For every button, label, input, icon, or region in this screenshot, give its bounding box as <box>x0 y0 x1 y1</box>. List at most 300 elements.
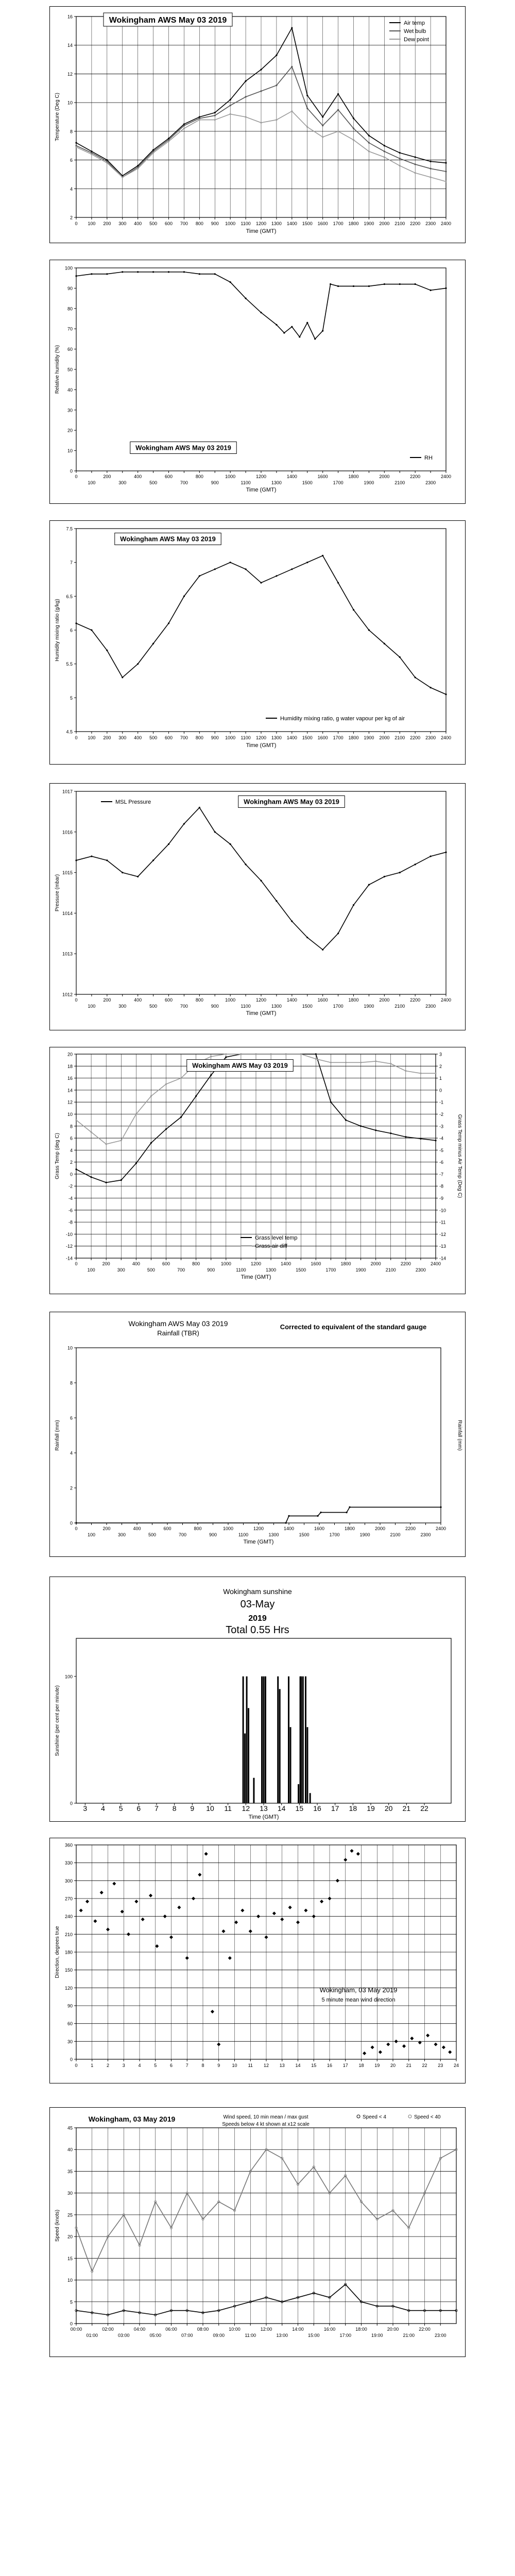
data-point <box>152 149 153 150</box>
x-tick-label: 1200 <box>253 1526 264 1531</box>
x-tick-label: 1300 <box>271 1004 282 1009</box>
data-point <box>307 95 308 96</box>
data-point <box>245 116 246 117</box>
x-tick-label: 1900 <box>359 1532 370 1537</box>
x-tick-label: 2400 <box>430 1261 441 1266</box>
data-point <box>345 1120 346 1121</box>
x-tick-label: 800 <box>195 221 203 226</box>
data-point <box>152 152 153 153</box>
x-tick-label: 200 <box>103 997 111 1003</box>
x-tick-label: 2200 <box>410 474 421 479</box>
grass-temp-svg <box>49 1047 466 1294</box>
data-point <box>322 555 323 556</box>
data-point <box>165 1128 166 1129</box>
x-tick-label: 1400 <box>286 474 297 479</box>
x-tick-label: 1100 <box>241 1004 251 1009</box>
data-point <box>445 694 447 695</box>
x-tick-label: 2200 <box>400 1261 411 1266</box>
chart-title: Wokingham AWS May 03 2019 <box>192 1061 288 1070</box>
x-tick-label: 2000 <box>374 1526 386 1531</box>
legend-label: Humidity mixing ratio, g water vapour per kg of air <box>280 716 405 722</box>
x-tick-label: 2200 <box>410 221 421 226</box>
y-right-tick-label: -3 <box>439 1124 444 1129</box>
x-tick-label: 500 <box>148 1532 157 1537</box>
y-right-tick-label: -7 <box>439 1172 444 1177</box>
x-tick-label: 400 <box>132 1261 140 1266</box>
bar <box>279 1689 281 1803</box>
x-tick-label: 900 <box>211 480 219 485</box>
data-point <box>230 113 231 114</box>
bar <box>300 1676 302 1803</box>
chart-annotation: Corrected to equivalent of the standard gauge <box>280 1323 427 1331</box>
y-tick-label: 0 <box>70 1801 73 1806</box>
data-point <box>399 152 400 153</box>
data-point <box>415 157 416 158</box>
data-point <box>322 949 323 950</box>
x-tick-label: 17 <box>342 2063 348 2068</box>
data-point <box>435 1073 436 1074</box>
data-point <box>322 330 323 331</box>
x-tick-label: 1700 <box>333 221 344 226</box>
data-point <box>345 1062 346 1063</box>
data-point <box>76 142 77 143</box>
y-tick-label: 10 <box>67 448 73 454</box>
x-tick-label: 1300 <box>266 1267 277 1273</box>
y-tick-label: 16 <box>67 1076 73 1081</box>
x-tick-label: 2300 <box>420 1532 431 1537</box>
y-tick-label: -14 <box>65 1256 73 1261</box>
x-tick-label: 300 <box>118 221 127 226</box>
x-tick-label: 200 <box>103 735 111 740</box>
data-point <box>245 298 246 299</box>
x-tick-label: 800 <box>194 1526 202 1531</box>
data-point <box>405 1137 406 1138</box>
y-tick-label: -4 <box>68 1196 73 1201</box>
data-point <box>91 856 92 857</box>
x-tick-label: 900 <box>211 1004 219 1009</box>
data-point <box>384 643 385 644</box>
y-tick-label: 270 <box>64 1896 73 1902</box>
y-right-tick-label: 2 <box>439 1063 442 1069</box>
data-point <box>346 1512 347 1513</box>
x-tick-label: 400 <box>134 997 142 1003</box>
x-tick-label: 1100 <box>241 480 251 485</box>
y-tick-label: 20 <box>67 2234 73 2240</box>
y-tick-label: 10 <box>67 1345 73 1351</box>
data-point <box>399 158 400 159</box>
data-point <box>315 1054 316 1055</box>
data-point <box>76 1522 77 1523</box>
data-point <box>415 172 416 173</box>
x-tick-label: 1 <box>91 2063 94 2068</box>
y-tick-label: 100 <box>64 265 73 271</box>
x-tick-label: 21:00 <box>403 2333 415 2338</box>
x-tick-label: 2400 <box>440 997 452 1003</box>
x-tick-label: 900 <box>211 221 219 226</box>
y-tick-label: 300 <box>64 1878 73 1884</box>
data-point <box>106 1144 107 1145</box>
y-tick-label: 120 <box>64 1985 73 1991</box>
x-tick-label: 15 <box>311 2063 317 2068</box>
x-tick-label: 1200 <box>255 735 267 740</box>
x-tick-label: 1100 <box>236 1267 246 1273</box>
data-point <box>183 596 184 597</box>
x-tick-label: 600 <box>164 221 173 226</box>
x-tick-label: 2400 <box>435 1526 447 1531</box>
y-tick-label: 6.5 <box>66 594 73 599</box>
bar <box>306 1727 308 1803</box>
x-tick-label: 08:00 <box>197 2327 209 2332</box>
x-tick-label: 20 <box>384 1804 393 1812</box>
x-tick-label: 1300 <box>271 480 282 485</box>
pressure-chart <box>49 783 466 1030</box>
data-point <box>183 124 184 125</box>
data-point <box>261 91 262 92</box>
bar <box>288 1676 289 1803</box>
x-tick-label: 1700 <box>325 1267 336 1273</box>
data-point <box>180 1116 181 1117</box>
data-point <box>368 142 369 143</box>
x-tick-label: 12 <box>242 1804 250 1812</box>
data-point <box>276 901 277 902</box>
y-right-axis-label: Grass Temp minus Air Temp (Deg C) <box>457 1114 462 1198</box>
x-tick-label: 0 <box>75 474 78 479</box>
data-point <box>291 66 293 67</box>
data-point <box>199 118 200 119</box>
x-tick-label: 1800 <box>348 221 359 226</box>
legend-label: Air temp <box>404 20 425 26</box>
x-tick-label: 8 <box>201 2063 204 2068</box>
x-tick-label: 100 <box>88 735 96 740</box>
x-tick-label: 2300 <box>425 735 436 740</box>
chart-title: Wokingham, 03 May 2019 <box>88 2115 176 2123</box>
y-tick-label: 16 <box>67 14 73 20</box>
data-point <box>322 116 323 117</box>
sunshine-chart <box>49 1577 466 1822</box>
x-tick-label: 2000 <box>379 735 390 740</box>
data-point <box>261 122 262 123</box>
x-tick-label: 11:00 <box>245 2333 256 2338</box>
x-tick-label: 2300 <box>425 221 436 226</box>
data-point <box>384 151 385 152</box>
bar <box>261 1676 263 1803</box>
data-point <box>349 1506 350 1507</box>
x-tick-label: 2100 <box>394 221 405 226</box>
x-tick-label: 00:00 <box>70 2327 82 2332</box>
data-point <box>199 807 200 808</box>
y-tick-label: 360 <box>64 1842 73 1848</box>
data-point <box>76 623 77 624</box>
x-tick-label: 1100 <box>241 735 251 740</box>
x-tick-label: 1200 <box>250 1261 262 1266</box>
mixing-ratio-svg <box>49 520 466 765</box>
x-tick-label: 1400 <box>286 221 297 226</box>
x-tick-label: 1400 <box>283 1526 295 1531</box>
y-tick-label: 1014 <box>62 910 73 916</box>
data-point <box>320 1512 321 1513</box>
y-tick-label: 50 <box>67 367 73 372</box>
rainfall-svg <box>49 1312 466 1557</box>
data-point <box>415 677 416 678</box>
data-point <box>415 864 416 865</box>
data-point <box>430 161 431 162</box>
x-tick-label: 05:00 <box>149 2333 162 2338</box>
y-tick-label: 4 <box>70 1450 73 1456</box>
data-point <box>399 872 400 873</box>
bar <box>277 1676 279 1803</box>
x-tick-label: 21 <box>406 2063 411 2068</box>
x-tick-label: 07:00 <box>181 2333 193 2338</box>
y-tick-label: 0 <box>70 1520 73 1526</box>
x-tick-label: 1600 <box>317 997 328 1003</box>
data-point <box>214 569 215 570</box>
data-point <box>445 852 447 853</box>
bar <box>298 1784 299 1803</box>
y-tick-label: 10 <box>67 100 73 106</box>
wind-speed-svg <box>49 2107 466 2357</box>
x-tick-label: 1500 <box>302 735 313 740</box>
data-point <box>445 287 447 289</box>
x-tick-label: 900 <box>211 735 219 740</box>
data-point <box>261 880 262 881</box>
x-tick-label: 16 <box>313 1804 321 1812</box>
x-tick-label: 800 <box>195 474 203 479</box>
x-tick-label: 19:00 <box>371 2333 383 2338</box>
data-point <box>307 108 308 109</box>
data-point <box>284 332 285 333</box>
data-point <box>353 128 354 129</box>
data-point <box>199 119 200 120</box>
y-tick-label: -12 <box>65 1244 73 1249</box>
x-tick-label: 0 <box>75 1261 78 1266</box>
x-axis-label: Time (GMT) <box>246 1010 277 1016</box>
data-point <box>255 1054 256 1055</box>
bar <box>302 1676 304 1803</box>
data-point <box>91 1131 92 1132</box>
chart-frame <box>50 1312 466 1557</box>
chart-title: Wokingham AWS May 03 2019 <box>128 1319 228 1328</box>
x-tick-label: 900 <box>209 1532 217 1537</box>
chart-subtitle: 5 minute mean wind direction <box>321 1997 396 2003</box>
data-point <box>91 152 92 153</box>
y-tick-label: 7 <box>70 560 73 566</box>
data-point <box>330 1101 331 1103</box>
x-tick-label: 600 <box>164 735 173 740</box>
y-tick-label: 6 <box>70 1136 73 1141</box>
x-tick-label: 400 <box>133 1526 141 1531</box>
x-tick-label: 22 <box>422 2063 427 2068</box>
data-point <box>165 1083 166 1084</box>
wind-speed-chart <box>49 2107 466 2357</box>
x-tick-label: 1500 <box>302 480 313 485</box>
data-point <box>270 1054 271 1055</box>
data-point <box>420 1073 421 1074</box>
x-tick-label: 300 <box>118 1004 127 1009</box>
x-tick-label: 1200 <box>255 474 267 479</box>
y-right-tick-label: -2 <box>439 1111 444 1117</box>
x-tick-label: 100 <box>87 1267 95 1273</box>
data-point <box>368 630 369 631</box>
data-point <box>76 146 77 147</box>
y-right-tick-label: 1 <box>439 1076 442 1081</box>
x-tick-label: 600 <box>162 1261 170 1266</box>
data-point <box>384 283 385 284</box>
data-point <box>291 326 293 327</box>
data-point <box>315 1058 316 1059</box>
y-tick-label: 70 <box>67 326 73 332</box>
data-point <box>107 161 108 162</box>
x-tick-label: 2000 <box>379 474 390 479</box>
data-point <box>261 69 262 70</box>
x-tick-label: 800 <box>192 1261 200 1266</box>
data-point <box>107 162 108 163</box>
data-point <box>152 860 153 861</box>
x-tick-label: 1000 <box>225 735 236 740</box>
data-point <box>106 1182 107 1183</box>
x-tick-label: 1000 <box>220 1261 231 1266</box>
x-tick-label: 1700 <box>333 735 344 740</box>
x-axis-label: Time (GMT) <box>246 742 277 749</box>
y-tick-label: 40 <box>67 387 73 393</box>
x-tick-label: 13 <box>260 1804 268 1812</box>
x-tick-label: 18 <box>349 1804 357 1812</box>
data-point <box>337 109 338 110</box>
bar <box>253 1778 254 1803</box>
y-right-tick-label: -5 <box>439 1147 444 1153</box>
x-tick-label: 9 <box>217 2063 220 2068</box>
x-axis-label: Time (GMT) <box>246 487 277 493</box>
data-point <box>137 168 138 169</box>
x-tick-label: 800 <box>195 735 203 740</box>
y-axis-label: Pressure (mbar) <box>55 874 60 912</box>
data-point <box>322 137 323 138</box>
x-tick-label: 200 <box>102 1261 110 1266</box>
rainfall-chart <box>49 1312 466 1557</box>
data-point <box>307 562 308 563</box>
x-tick-label: 1900 <box>364 1004 374 1009</box>
x-tick-label: 8 <box>172 1804 177 1812</box>
data-point <box>415 283 416 284</box>
y-tick-label: 10 <box>67 1111 73 1117</box>
y-tick-label: 12 <box>67 71 73 77</box>
data-point <box>214 832 215 833</box>
y-right-tick-label: -1 <box>439 1099 444 1105</box>
y-tick-label: 1016 <box>62 829 73 835</box>
y-tick-label: 1015 <box>62 870 73 876</box>
x-tick-label: 1200 <box>255 221 267 226</box>
x-tick-label: 13 <box>279 2063 285 2068</box>
x-tick-label: 7 <box>185 2063 188 2068</box>
data-point <box>353 139 354 140</box>
x-tick-label: 1000 <box>225 997 236 1003</box>
data-point <box>107 650 108 651</box>
chart-title: Wokingham AWS May 03 2019 <box>135 444 231 452</box>
data-point <box>245 864 246 865</box>
y-tick-label: 150 <box>64 1968 73 1973</box>
data-point <box>211 1075 212 1076</box>
y-tick-label: 2 <box>70 1160 73 1165</box>
x-tick-label: 15:00 <box>307 2333 320 2338</box>
x-tick-label: 1500 <box>302 1004 313 1009</box>
x-tick-label: 200 <box>103 474 111 479</box>
x-tick-label: 2200 <box>410 997 421 1003</box>
y-axis-label: Grass Temp (deg C) <box>55 1133 60 1179</box>
x-tick-label: 3 <box>122 2063 125 2068</box>
y-axis-label: Speed (knots) <box>55 2209 60 2242</box>
chart-frame <box>50 260 466 504</box>
x-tick-label: 300 <box>118 735 127 740</box>
chart-frame <box>50 521 466 765</box>
x-tick-label: 2200 <box>410 735 421 740</box>
chart-title: Wokingham AWS May 03 2019 <box>109 15 227 25</box>
x-tick-label: 1900 <box>364 480 374 485</box>
x-tick-label: 0 <box>75 221 78 226</box>
y-tick-label: 40 <box>67 2147 73 2153</box>
data-point <box>337 93 338 94</box>
x-tick-label: 2200 <box>405 1526 416 1531</box>
y-tick-label: 20 <box>67 428 73 433</box>
y-right-tick-label: -13 <box>439 1244 447 1249</box>
y-tick-label: 4 <box>70 186 73 192</box>
x-tick-label: 2400 <box>440 474 452 479</box>
y-tick-label: 8 <box>70 129 73 134</box>
data-point <box>168 272 169 273</box>
data-point <box>91 154 92 155</box>
chart-title: Wokingham, 03 May 2019 <box>319 1986 398 1994</box>
x-tick-label: 20:00 <box>387 2327 399 2332</box>
temperature-chart <box>49 6 466 243</box>
x-tick-label: 100 <box>88 480 96 485</box>
y-tick-label: 30 <box>67 2191 73 2196</box>
x-tick-label: 600 <box>164 474 173 479</box>
data-point <box>368 285 369 286</box>
x-tick-label: 2300 <box>425 480 436 485</box>
data-point <box>430 177 431 178</box>
data-point <box>214 115 215 116</box>
x-tick-label: 6 <box>169 2063 173 2068</box>
data-point <box>430 856 431 857</box>
data-point <box>405 1070 406 1071</box>
x-tick-label: 1600 <box>317 474 328 479</box>
data-point <box>399 656 400 657</box>
data-point <box>299 336 300 337</box>
data-point <box>76 860 77 861</box>
x-tick-label: 2400 <box>440 221 452 226</box>
x-tick-label: 1200 <box>255 997 267 1003</box>
legend-label: MSL Pressure <box>115 799 151 805</box>
y-tick-label: 0 <box>70 2057 73 2062</box>
x-tick-label: 0 <box>75 997 78 1003</box>
temperature-svg <box>49 6 466 243</box>
x-tick-label: 900 <box>207 1267 215 1273</box>
x-tick-label: 1400 <box>286 735 297 740</box>
humidity-svg <box>49 260 466 504</box>
x-tick-label: 500 <box>149 480 158 485</box>
chart-frame <box>50 784 466 1030</box>
data-point <box>150 1095 151 1096</box>
x-tick-label: 500 <box>149 221 158 226</box>
x-tick-label: 1800 <box>340 1261 351 1266</box>
x-tick-label: 22 <box>420 1804 428 1812</box>
x-tick-label: 12:00 <box>260 2327 272 2332</box>
bar <box>263 1676 265 1803</box>
x-tick-label: 16 <box>327 2063 333 2068</box>
data-point <box>245 80 246 81</box>
bar <box>246 1676 248 1803</box>
x-tick-label: 700 <box>180 221 188 226</box>
y-tick-label: 6 <box>70 628 73 633</box>
x-tick-label: 1400 <box>281 1261 291 1266</box>
